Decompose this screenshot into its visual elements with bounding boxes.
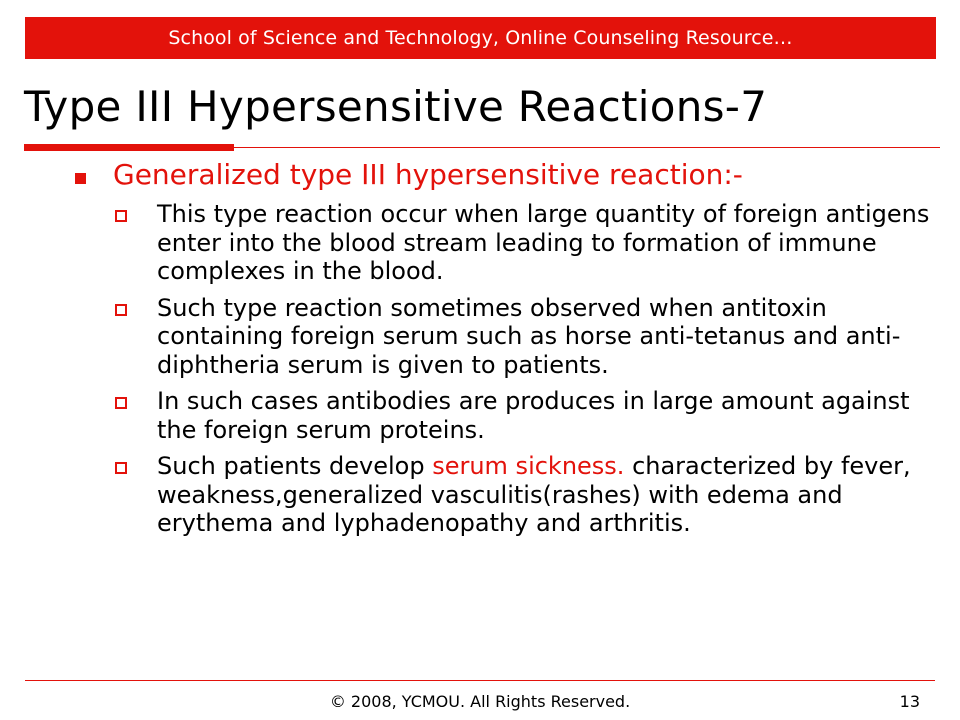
hollow-square-bullet-icon — [115, 304, 127, 316]
sub-bullet-text-before: Such patients develop — [157, 452, 433, 480]
hollow-square-bullet-icon — [115, 462, 127, 474]
title-underline-thin — [234, 147, 940, 148]
sub-bullet-text-after: characterized by fever, weakness,generalized vasculitis(rashes) with edema and erythema and lyphadenopathy and arthritis. — [157, 452, 911, 537]
main-bullet-text: Generalized type III hypersensitive reaction:- — [113, 158, 743, 191]
filled-square-bullet-icon — [75, 173, 86, 184]
hollow-square-bullet-icon — [115, 210, 127, 222]
title-underline — [24, 144, 940, 151]
sub-bullet-item — [115, 294, 935, 380]
sub-bullet-text: Such type reaction sometimes observed when antitoxin containing foreign serum such as horse anti-tetanus and anti-diphtheria serum is given to patients. — [157, 293, 901, 379]
highlight-serum-sickness: serum sickness. — [432, 452, 625, 480]
sub-bullet-text: In such cases antibodies are produces in large amount against the foreign serum proteins. — [157, 387, 910, 444]
footer-divider — [25, 680, 935, 681]
sub-bullet-text — [157, 452, 935, 538]
sub-bullet-item — [115, 387, 935, 444]
sub-bullet-item — [115, 200, 935, 286]
footer-copyright: © 2008, YCMOU. All Rights Reserved. — [329, 692, 631, 711]
main-bullet — [75, 156, 743, 194]
hollow-square-bullet-icon — [115, 397, 127, 409]
sub-bullet-item — [115, 452, 935, 538]
title-underline-thick — [24, 144, 234, 151]
page-number: 13 — [899, 692, 920, 711]
sub-bullet-list — [115, 200, 935, 546]
header-bar — [25, 17, 936, 59]
slide-title: Type III Hypersensitive Reactions-7 — [24, 82, 768, 131]
sub-bullet-text: This type reaction occur when large quantity of foreign antigens enter into the blood stream leading to formation of immune complexes in the blood. — [157, 200, 930, 285]
header-text: School of Science and Technology, Online Counseling Resource… — [168, 27, 793, 49]
